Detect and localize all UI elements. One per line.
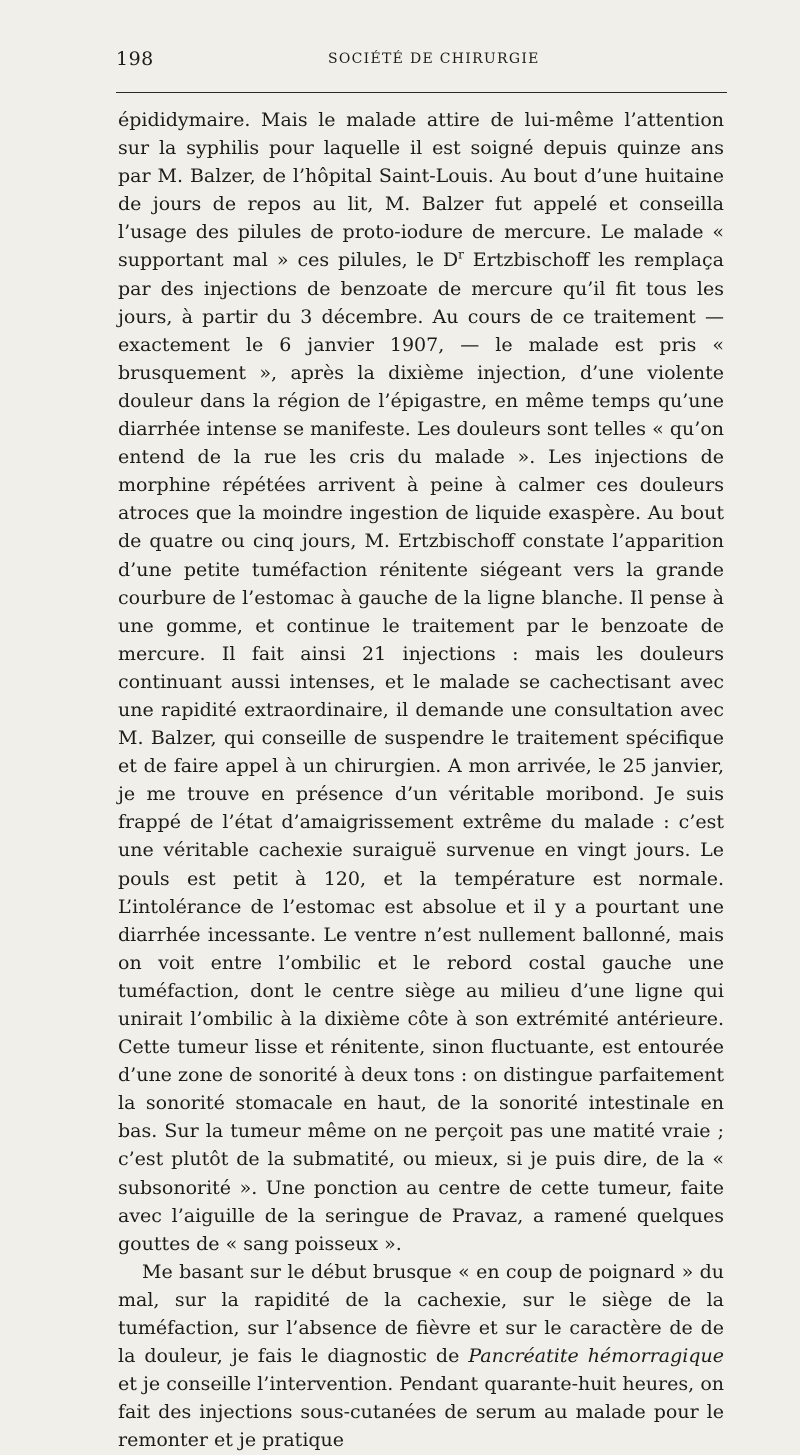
header-rule: [116, 92, 727, 93]
paragraph-1-lead: épididymaire. Mais le malade attire de lui-même l’attention sur la syphilis pour laquelle il est soigné depuis quinze ans par M. Balzer, de l’hôpital Saint-Louis. Au bout d’une huitaine de jours de repos au lit, M. Balzer fut appelé et conseilla l’usage des pilules de proto-iodure de mercure. Le malade « supportant mal » ces pilules, le D: [118, 109, 724, 272]
page-number: 198: [116, 48, 154, 70]
running-title: SOCIÉTÉ DE CHIRURGIE: [328, 51, 540, 67]
paragraph-diagnosis: [118, 1258, 724, 1455]
paragraph-2-rest: et je conseille l’intervention. Pendant quarante-huit heures, on fait des injections sous-cutanées de serum au malade pour le remonter et je pratique: [118, 1373, 724, 1452]
paragraph-1-rest: Ertzbischoff les remplaça par des injections de benzoate de mercure qu’il fit tous les jours, à partir du 3 décembre. Au cours de ce traitement — exactement le 6 janvier 1907, — le malade est pris « brusquement », après la dixième injection, d’une violente douleur dans la région de l’épigastre, en même temps qu’une diarrhée intense se manifeste. Les douleurs sont telles « qu’on entend de la rue les cris du malade ». Les injections de morphine répétées arrivent à peine à calmer ces douleurs atroces que la moindre ingestion de liquide exaspère. Au bout de quatre ou cinq jours, M. Ertzbischoff constate l’apparition d’une petite tuméfaction rénitente siégeant vers la grande courbure de l’estomac à gauche de la ligne blanche. Il pense à une gomme, et continue le traitement par le benzoate de mercure. Il fait ainsi 21 injections : mais les douleurs continuant aussi intenses, et le malade se cachectisant avec une rapidité extraordinaire, il demande une consultation avec M. Balzer, qui conseille de suspendre le traitement spécifique et de faire appel à un chirurgien. A mon arrivée, le 25 janvier, je me trouve en présence d’un véritable moribond. Je suis frappé de l’état d’amaigrissement extrême du malade : c’est une véritable cachexie suraiguë survenue en vingt jours. Le pouls est petit à 120, et la température est normale. L’intolérance de l’estomac est absolue et il y a pourtant une diarrhée incessante. Le ventre n’est nullement ballonné, mais on voit entre l’ombilic et le rebord costal gauche une tuméfaction, dont le centre siège au milieu d’une ligne qui unirait l’ombilic à la dixième côte à son extrémité antérieure. Cette tumeur lisse et rénitente, sinon fluctuante, est entourée d’une zone de sonorité à deux tons : on distingue parfaitement la sonorité stomacale en haut, de la sonorité intestinale en bas. Sur la tumeur même on ne perçoit pas une matité vraie ; c’est plutôt de la submatité, ou mieux, si je puis dire, de la « subsonorité ». Une ponction au centre de cette tumeur, faite avec l’aiguille de la seringue de Pravaz, a ramené quelques gouttes de « sang poisseux ».: [118, 249, 724, 1255]
paragraph-case-history: [118, 106, 724, 1258]
paragraph-2-lead: Me basant sur le début brusque « en coup de poignard » du mal, sur la rapidité de la cachexie, sur le siège de la tuméfaction, sur l’absence de fièvre et sur le caractère de de la douleur, je fais le diagnostic de: [118, 1260, 724, 1368]
diagnosis-term: Pancréatite hémorragique: [468, 1345, 725, 1368]
page-header: [116, 48, 728, 76]
doctor-abbreviation-superscript: r: [458, 248, 464, 263]
body-text: [118, 106, 724, 1455]
